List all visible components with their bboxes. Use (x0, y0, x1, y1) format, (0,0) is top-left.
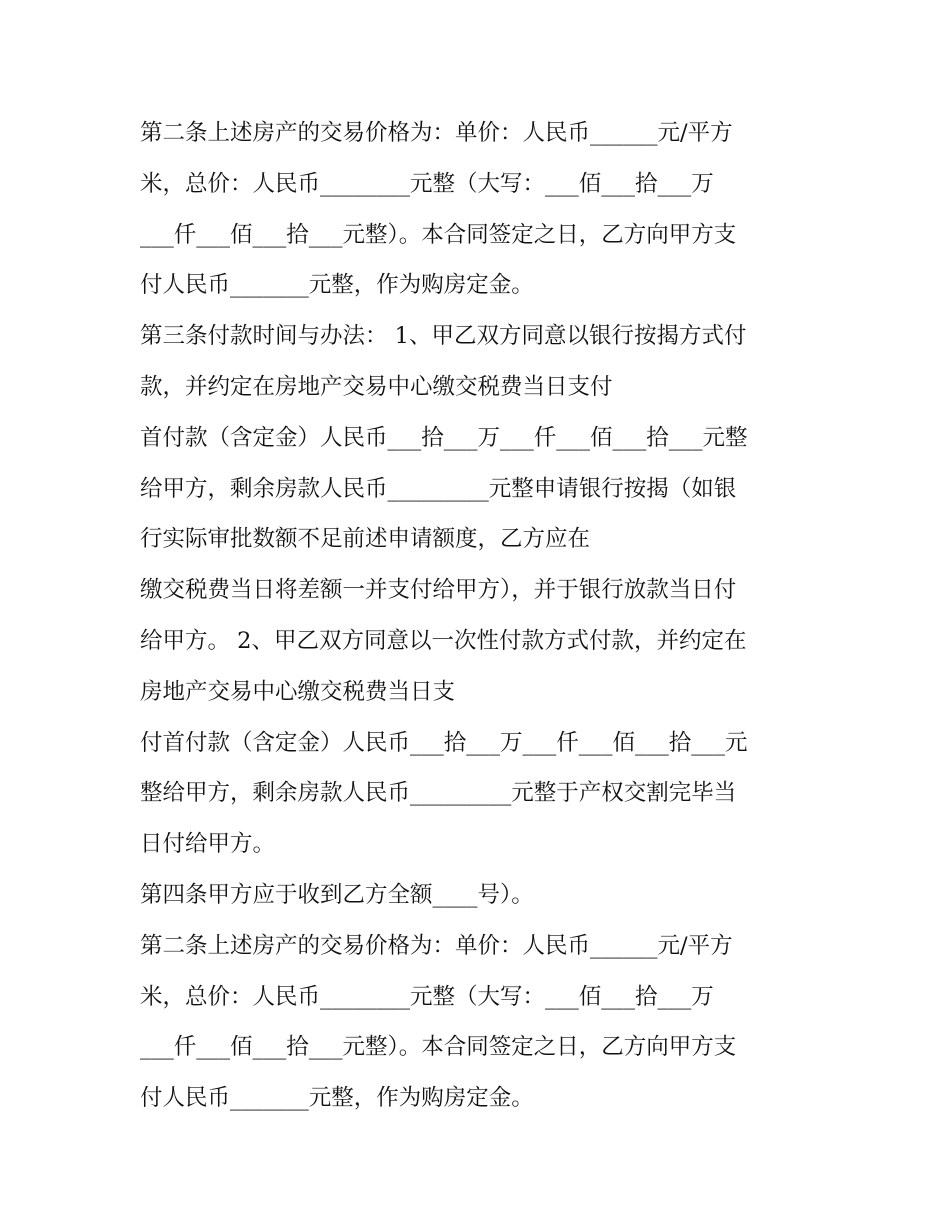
text-line: 行实际审批数额不足前述申请额度，乙方应在 (140, 526, 591, 553)
text-line: 整给甲方，剩余房款人民币_________元整于产权交割完毕当 (140, 780, 737, 807)
text-line: 首付款（含定金）人民币___拾___万___仟___佰___拾___元整 (140, 424, 748, 451)
text-line: 房地产交易中心缴交税费当日支 (140, 678, 456, 705)
text-line: 付首付款（含定金）人民币___拾___万___仟___佰___拾___元 (140, 729, 748, 756)
text-line: 日付给甲方。 (140, 831, 276, 858)
text-line: 第二条上述房产的交易价格为：单价：人民币______元/平方 (140, 932, 733, 959)
text-line: 款，并约定在房地产交易中心缴交税费当日支付 (140, 373, 613, 400)
contract-text-body (140, 108, 820, 1124)
text-line: 付人民币_______元整，作为购房定金。 (140, 272, 534, 299)
text-line: 第四条甲方应于收到乙方全额____号）。 (140, 881, 534, 908)
text-line: 第二条上述房产的交易价格为：单价：人民币______元/平方 (140, 120, 733, 146)
text-line: 付人民币_______元整，作为购房定金。 (140, 1085, 534, 1112)
text-line: 米，总价：人民币________元整（大写：___佰___拾___万 (140, 170, 714, 197)
text-line: 缴交税费当日将差额一并支付给甲方），并于银行放款当日付 (140, 577, 737, 604)
text-line: 米，总价：人民币________元整（大写：___佰___拾___万 (140, 983, 714, 1010)
text-line: ___仟___佰___拾___元整）。本合同签定之日，乙方向甲方支 (140, 221, 737, 248)
text-line: 给甲方。 2、甲乙双方同意以一次性付款方式付款，并约定在 (140, 627, 747, 654)
text-line: 第三条付款时间与办法： 1、甲乙双方同意以银行按揭方式付 (140, 323, 747, 350)
text-line: ___仟___佰___拾___元整）。本合同签定之日，乙方向甲方支 (140, 1034, 737, 1061)
text-line: 给甲方，剩余房款人民币_________元整申请银行按揭（如银 (140, 475, 737, 502)
